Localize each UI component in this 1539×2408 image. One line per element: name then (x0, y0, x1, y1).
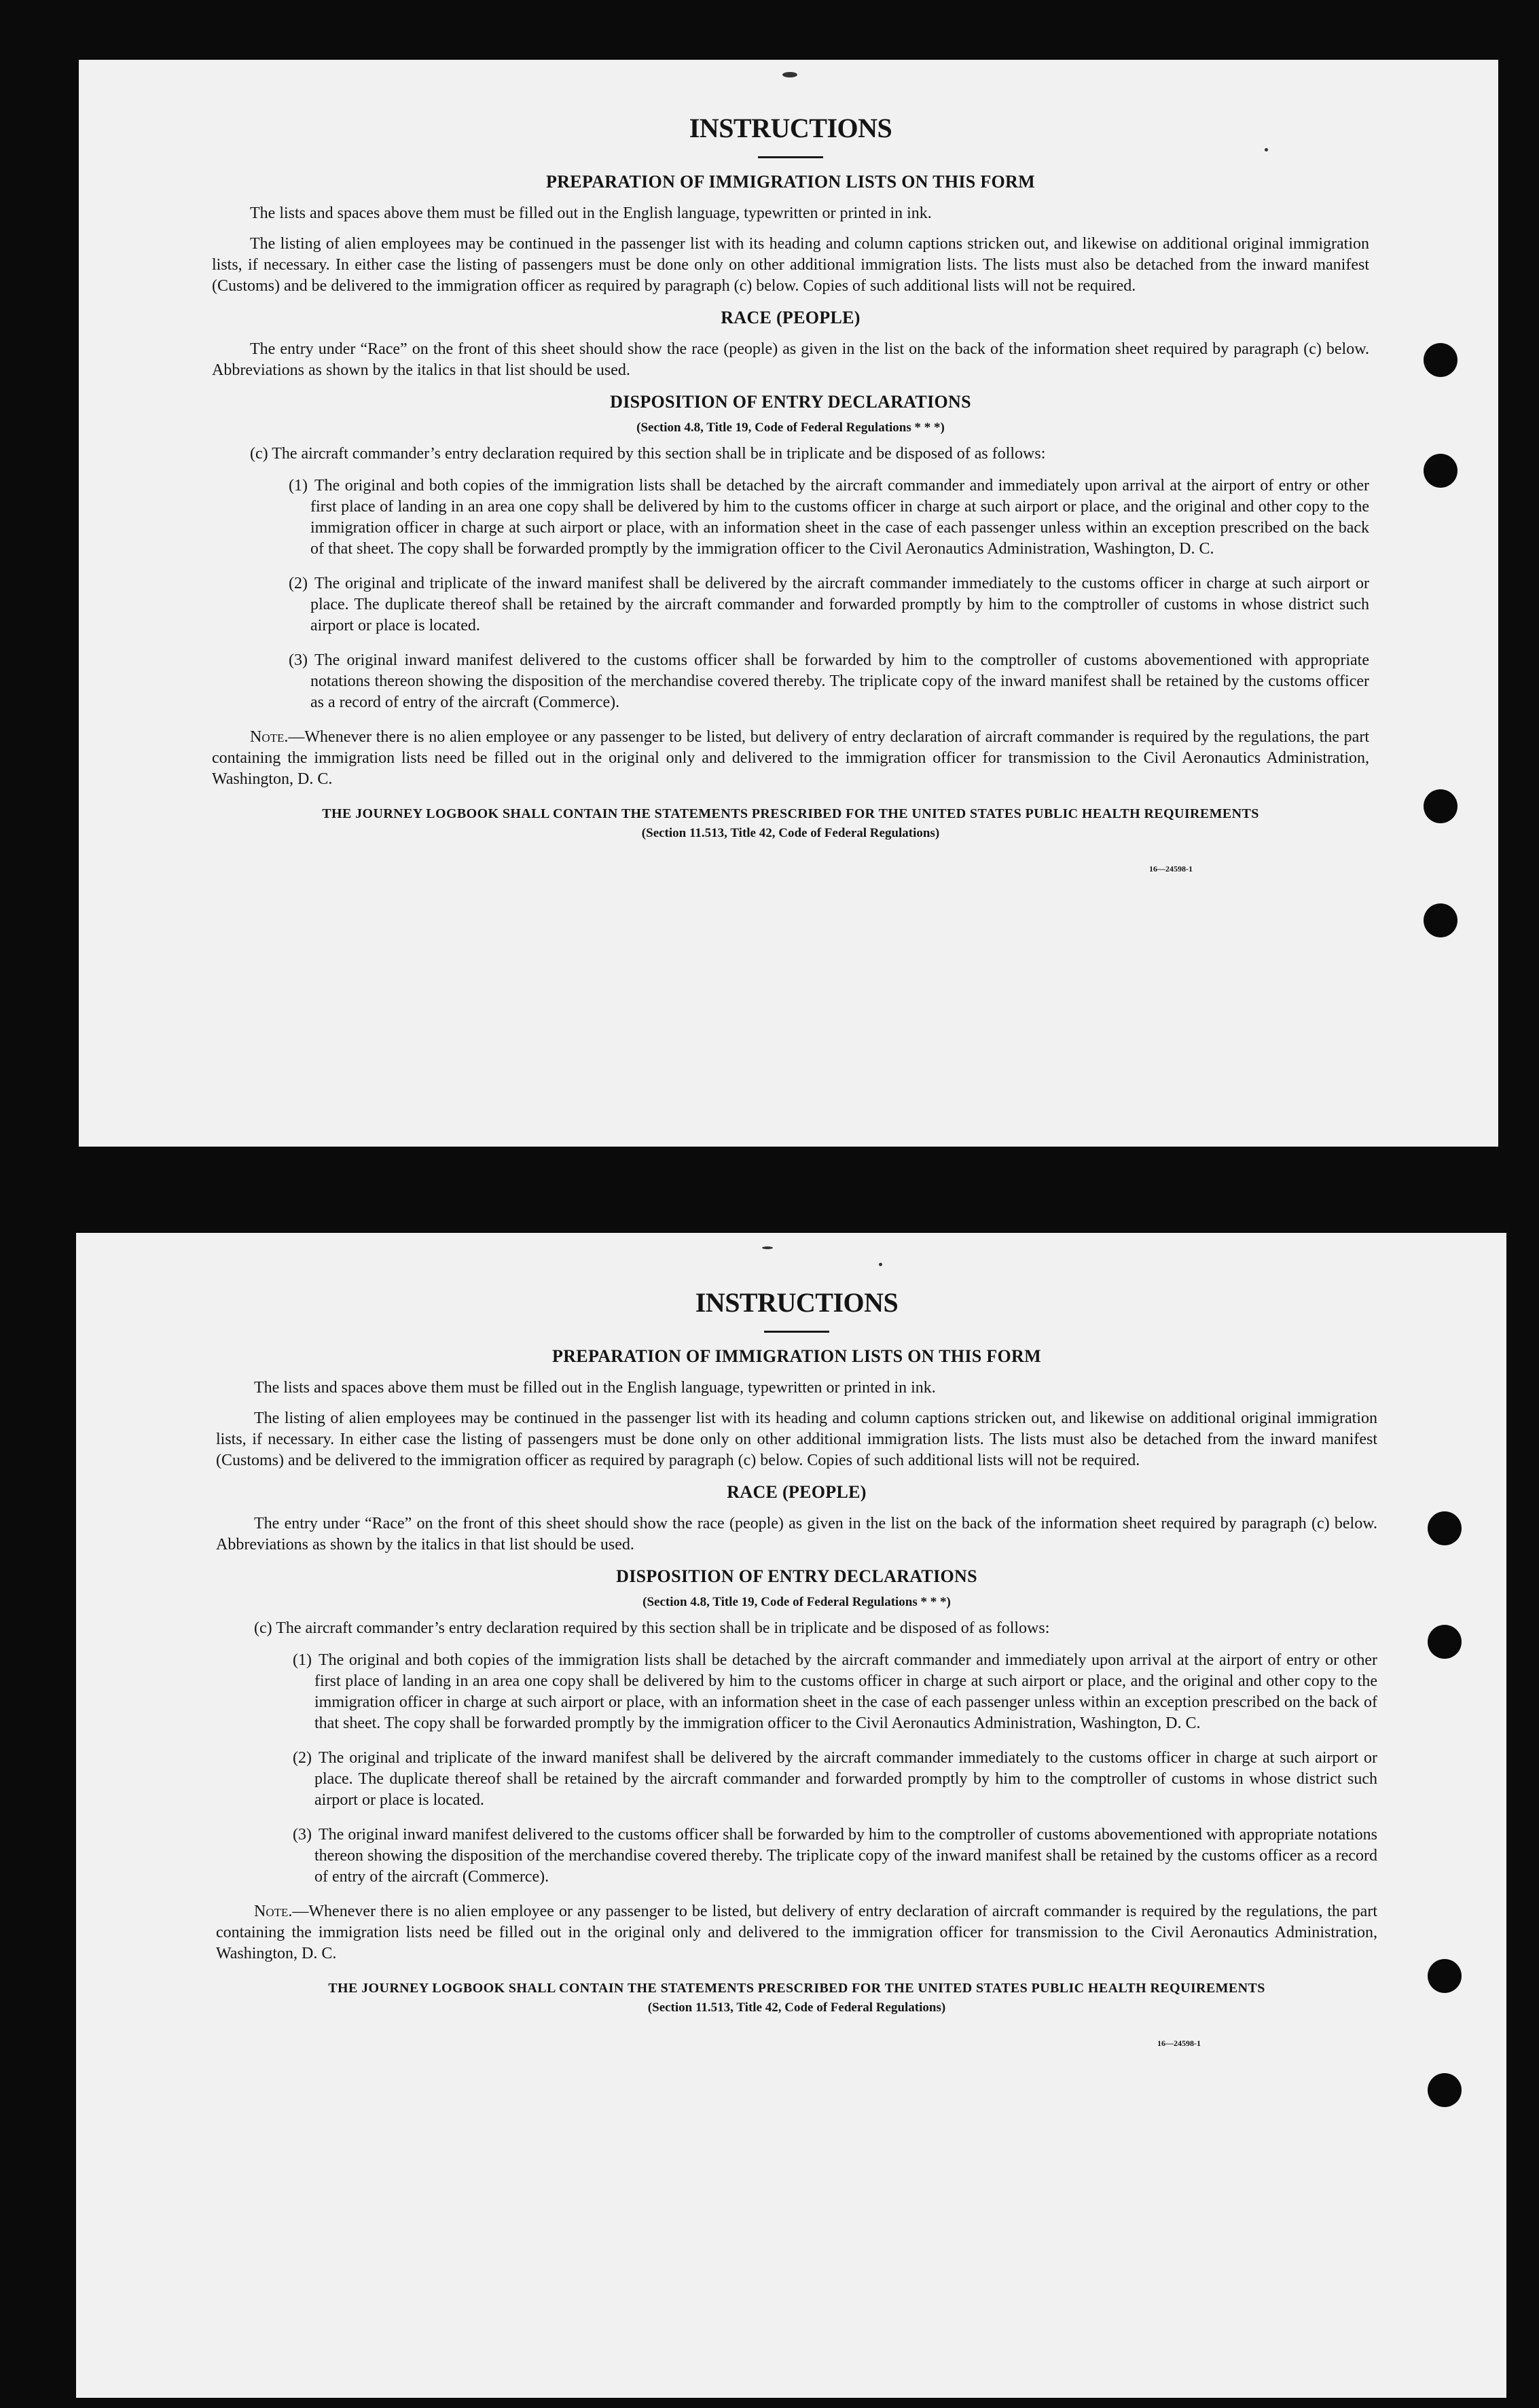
item-c-paragraph: (c) The aircraft commander’s entry declaration required by this section shall be in triplicate and be disposed of as follows: (250, 445, 1046, 463)
binder-hole (1428, 2073, 1462, 2107)
binder-hole (1424, 343, 1457, 377)
scan-speck (782, 72, 797, 77)
note-label: Note. (250, 728, 289, 747)
item-3-number: (3) (293, 1826, 312, 1844)
item-2-number: (2) (289, 575, 308, 593)
disposition-heading: DISPOSITION OF ENTRY DECLARATIONS (616, 1566, 977, 1586)
note-paragraph (216, 1901, 1377, 1964)
item-c-paragraph: (c) The aircraft commander’s entry declaration required by this section shall be in triplicate and be disposed of as follows: (254, 1619, 1050, 1638)
preparation-paragraph-2: The listing of alien employees may be continued in the passenger list with its heading and column captions stricken out, and likewise on additional original immigration lists, if necessary. In either case the listing of passengers must be done only on other additional immigration lists. The lists must also be detached from the inward manifest (Customs) and be delivered to the immigration officer as required by paragraph (c) below. Copies of such additional lists will not be required. (216, 1409, 1377, 1469)
item-3 (212, 650, 1369, 713)
race-paragraph: The entry under “Race” on the front of this sheet should show the race (people) as given in the list on the back of the information sheet required by paragraph (c) below. Abbreviations as shown by the italics in that list should be used. (212, 340, 1369, 379)
item-2-number: (2) (293, 1749, 312, 1767)
race-heading: RACE (PEOPLE) (727, 1481, 867, 1502)
form-number: 16—24598-1 (1149, 863, 1193, 874)
journey-citation: (Section 11.513, Title 42, Code of Federal Regulations) (647, 2000, 946, 2015)
scan-speck (762, 1246, 773, 1249)
item-2-text: The original and triplicate of the inward manifest shall be delivered by the aircraft commander immediately to the customs officer in charge at such airport or place. The duplicate thereof shall be retained by the aircraft commander and forwarded promptly by him to the comptroller of customs in whose district such airport or place is located. (310, 575, 1369, 635)
binder-hole (1424, 789, 1457, 823)
preparation-paragraph-1: The lists and spaces above them must be filled out in the English language, typewritten or printed in ink. (250, 204, 932, 222)
item-3-text: The original inward manifest delivered to the customs officer shall be forwarded by him to the comptroller of customs abovementioned with appropriate notations thereon showing the disposition of the merchandise covered thereby. The triplicate copy of the inward manifest shall be retained by the customs officer as a record of entry of the aircraft (Commerce). (314, 1826, 1377, 1886)
binder-hole (1428, 1511, 1462, 1545)
race-paragraph: The entry under “Race” on the front of this sheet should show the race (people) as given in the list on the back of the information sheet required by paragraph (c) below. Abbreviations as shown by the italics in that list should be used. (216, 1514, 1377, 1553)
preparation-heading: PREPARATION OF IMMIGRATION LISTS ON THIS FORM (546, 172, 1035, 192)
race-heading: RACE (PEOPLE) (721, 307, 861, 327)
page-title: INSTRUCTIONS (695, 1287, 899, 1318)
scan-speck (879, 1263, 882, 1266)
item-1-number: (1) (289, 477, 308, 495)
item-2 (212, 573, 1369, 636)
item-2 (216, 1748, 1377, 1811)
journey-citation: (Section 11.513, Title 42, Code of Federal Regulations) (641, 826, 940, 841)
disposition-heading: DISPOSITION OF ENTRY DECLARATIONS (610, 391, 971, 412)
binder-hole (1424, 903, 1457, 937)
form-number: 16—24598-1 (1157, 2038, 1201, 2048)
item-1-number: (1) (293, 1651, 312, 1670)
item-3-number: (3) (289, 651, 308, 670)
note-text: —Whenever there is no alien employee or any passenger to be listed, but delivery of entry declaration of aircraft commander is required by the regulations, the part containing the immigration lists need be filled out in the original only and delivered to the immigration officer for transmission to the Civil Aeronautics Administration, Washington, D. C. (212, 728, 1369, 789)
item-3 (216, 1825, 1377, 1888)
journey-logbook-statement: THE JOURNEY LOGBOOK SHALL CONTAIN THE STATEMENTS PRESCRIBED FOR THE UNITED STATES PUBLIC HEALTH REQUIREMENTS (322, 806, 1259, 822)
journey-logbook-statement: THE JOURNEY LOGBOOK SHALL CONTAIN THE STATEMENTS PRESCRIBED FOR THE UNITED STATES PUBLIC HEALTH REQUIREMENTS (328, 1981, 1265, 1996)
item-1-text: The original and both copies of the immigration lists shall be detached by the aircraft commander and immediately upon arrival at the airport of entry or other first place of landing in an area one copy shall be delivered by him to the customs officer in charge at such airport or place, and the original and other copy to the immigration officer in charge at such airport or place, with an information sheet in the case of each passenger unless within an exception prescribed on the back of that sheet. The copy shall be forwarded promptly by the immigration officer to the Civil Aeronautics Administration, Washington, D. C. (310, 477, 1369, 558)
instruction-sheet-bottom (76, 1233, 1506, 2398)
page-title: INSTRUCTIONS (689, 113, 892, 143)
binder-hole (1428, 1625, 1462, 1659)
sheet-content (79, 113, 1498, 874)
item-3-text: The original inward manifest delivered to the customs officer shall be forwarded by him to the comptroller of customs abovementioned with appropriate notations thereon showing the disposition of the merchandise covered thereby. The triplicate copy of the inward manifest shall be retained by the customs officer as a record of entry of the aircraft (Commerce). (310, 651, 1369, 712)
item-2-text: The original and triplicate of the inward manifest shall be delivered by the aircraft commander immediately to the customs officer in charge at such airport or place. The duplicate thereof shall be retained by the aircraft commander and forwarded promptly by him to the comptroller of customs in whose district such airport or place is located. (314, 1749, 1377, 1810)
item-1 (216, 1650, 1377, 1734)
binder-hole (1424, 454, 1457, 488)
note-label: Note. (254, 1903, 293, 1921)
item-1 (212, 475, 1369, 560)
disposition-citation: (Section 4.8, Title 19, Code of Federal Regulations * * *) (636, 420, 945, 435)
preparation-paragraph-2: The listing of alien employees may be continued in the passenger list with its heading and column captions stricken out, and likewise on additional original immigration lists, if necessary. In either case the listing of passengers must be done only on other additional immigration lists. The lists must also be detached from the inward manifest (Customs) and be delivered to the immigration officer as required by paragraph (c) below. Copies of such additional lists will not be required. (212, 234, 1369, 295)
instruction-sheet-top (79, 60, 1498, 1147)
title-rule (764, 1331, 829, 1333)
item-1-text: The original and both copies of the immigration lists shall be detached by the aircraft commander and immediately upon arrival at the airport of entry or other first place of landing in an area one copy shall be delivered by him to the customs officer in charge at such airport or place, and the original and other copy to the immigration officer in charge at such airport or place, with an information sheet in the case of each passenger unless within an exception prescribed on the back of that sheet. The copy shall be forwarded promptly by the immigration officer to the Civil Aeronautics Administration, Washington, D. C. (314, 1651, 1377, 1733)
disposition-citation: (Section 4.8, Title 19, Code of Federal Regulations * * *) (642, 1595, 951, 1610)
sheet-content (76, 1287, 1506, 2049)
preparation-heading: PREPARATION OF IMMIGRATION LISTS ON THIS FORM (552, 1346, 1041, 1366)
title-rule (758, 156, 823, 158)
note-paragraph (212, 727, 1369, 790)
note-text: —Whenever there is no alien employee or any passenger to be listed, but delivery of entry declaration of aircraft commander is required by the regulations, the part containing the immigration lists need be filled out in the original only and delivered to the immigration officer for transmission to the Civil Aeronautics Administration, Washington, D. C. (216, 1903, 1377, 1963)
binder-hole (1428, 1959, 1462, 1993)
preparation-paragraph-1: The lists and spaces above them must be filled out in the English language, typewritten or printed in ink. (254, 1378, 936, 1397)
